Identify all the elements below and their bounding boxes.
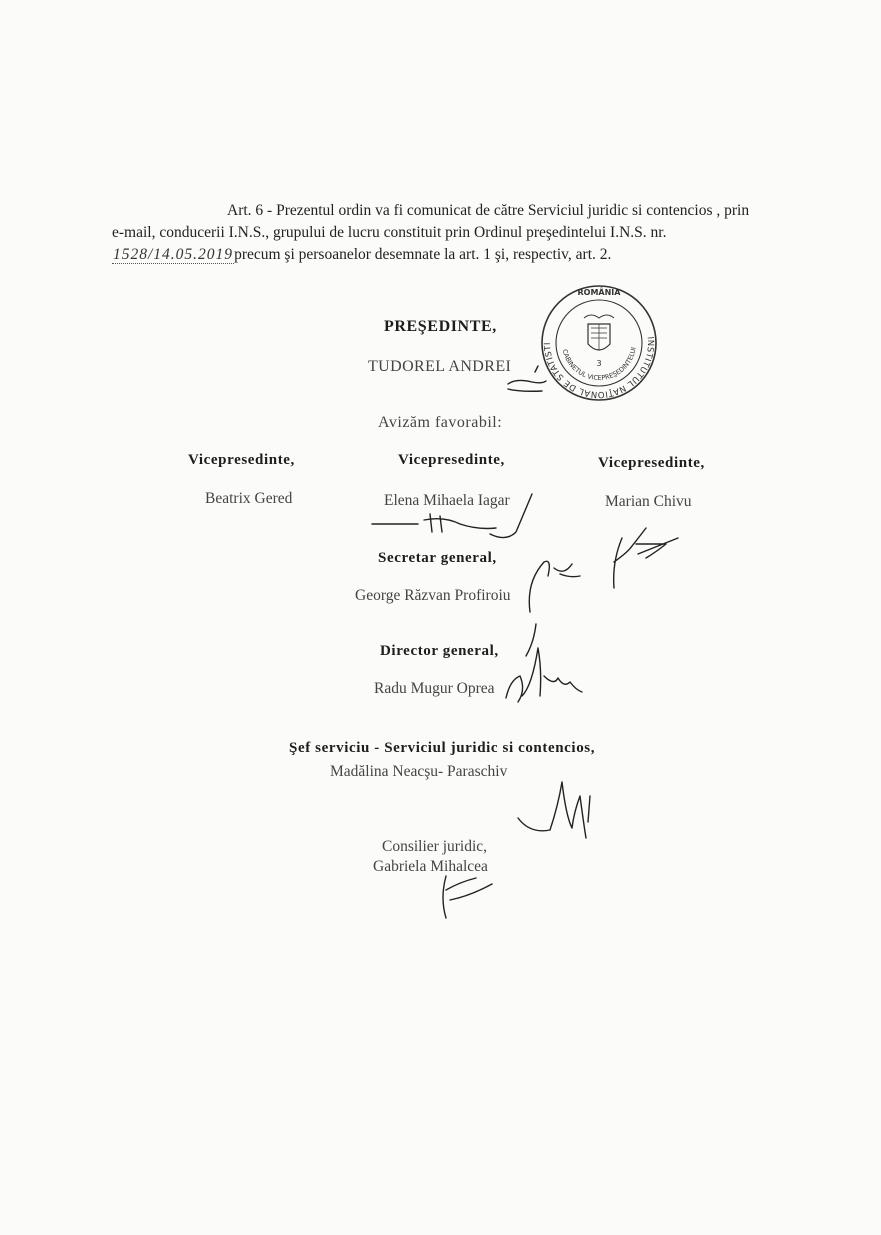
vice-president-3-title: Vicepresedinte, xyxy=(598,455,705,471)
president-name: TUDOREL ANDREI xyxy=(368,358,512,375)
legal-advisor-name: Gabriela Mihalcea xyxy=(373,858,488,875)
vice-president-2-title: Vicepresedinte, xyxy=(398,452,505,468)
director-general-title: Director general, xyxy=(380,643,499,659)
coat-of-arms-icon xyxy=(584,315,614,350)
legal-chief-signature xyxy=(510,776,610,852)
president-title: PREŞEDINTE, xyxy=(384,318,497,335)
legal-chief-name: Madălina Neacşu- Paraschiv xyxy=(330,763,508,780)
seal-ring-text: INSTITUTUL NAŢIONAL DE STATISTICĂ xyxy=(534,275,656,400)
director-general-name: Radu Mugur Oprea xyxy=(374,680,495,697)
vice-president-1-name: Beatrix Gered xyxy=(205,490,293,507)
director-general-signature xyxy=(498,640,598,710)
article-line-2: e-mail, conducerii I.N.S., grupului de lucru constituit prin Ordinul preşedintelui I.N.S. nr. xyxy=(112,224,667,241)
handwritten-order-reference: 1528/14.05.2019 xyxy=(113,246,234,263)
article-line-3 xyxy=(112,244,782,266)
vice-president-2-name: Elena Mihaela Iagar xyxy=(384,492,510,509)
vice-president-2-signature xyxy=(368,490,548,546)
article-line-1: Art. 6 - Prezentul ordin va fi comunicat de către Serviciul juridic si contencios , prin xyxy=(227,202,750,219)
vice-president-3-name: Marian Chivu xyxy=(605,493,692,510)
legal-advisor-signature xyxy=(436,856,506,922)
secretary-general-name: George Răzvan Profiroiu xyxy=(355,587,511,604)
legal-advisor-title: Consilier juridic, xyxy=(382,838,488,855)
seal-inner-text: CABINETUL VICEPREŞEDINTELUI xyxy=(560,346,638,383)
vice-president-1-title: Vicepresedinte, xyxy=(188,452,295,468)
approval-heading: Avizăm favorabil: xyxy=(378,414,503,431)
article-paragraph xyxy=(112,200,782,266)
legal-chief-title: Şef serviciu - Serviciul juridic si contencios, xyxy=(289,740,596,756)
seal-top-text: ROMÂNIA xyxy=(577,288,621,297)
institution-seal xyxy=(534,275,660,404)
secretary-general-title: Secretar general, xyxy=(378,550,497,566)
vice-president-3-signature xyxy=(606,522,686,602)
seal-number: 3 xyxy=(596,359,602,368)
article-line-3-text: precum şi persoanelor desemnate la art. 1 şi, respectiv, art. 2. xyxy=(234,246,612,263)
